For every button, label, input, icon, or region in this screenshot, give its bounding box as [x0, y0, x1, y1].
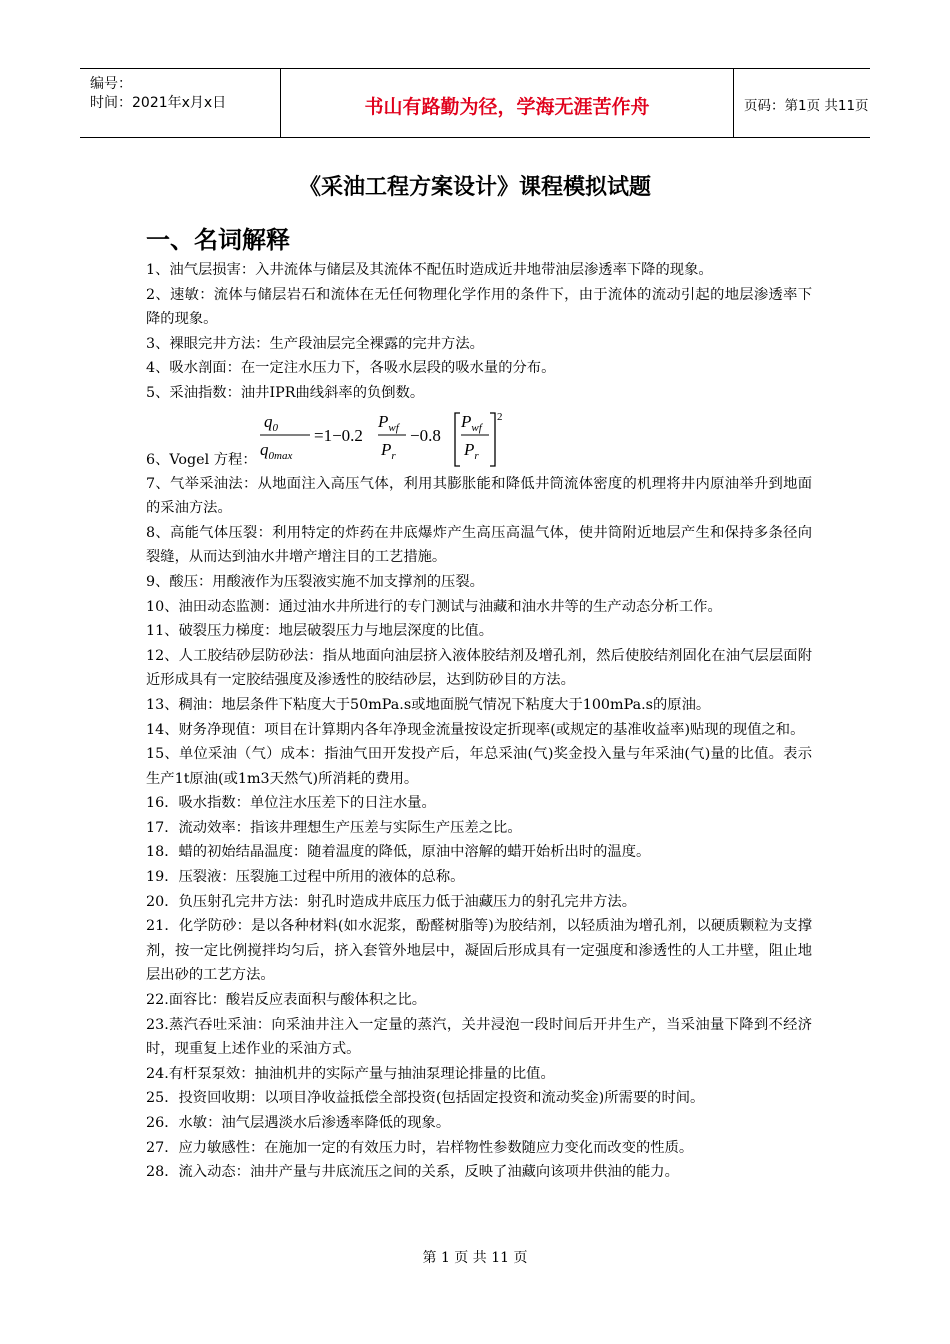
number-label: 编号：: [90, 76, 132, 92]
formula-label: 6、Vogel 方程：: [146, 451, 257, 468]
header-table: [80, 68, 870, 138]
definition-item: 23.蒸汽吞吐采油：向采油井注入一定量的蒸汽，关井浸泡一段时间后开井生产，当采油量下降到不经济时，现重复上述作业的采油方式。: [146, 1016, 812, 1058]
page-footer: 第 1 页 共 11 页: [422, 1250, 528, 1266]
definition-item: 16．吸水指数：单位注水压差下的日注水量。: [146, 795, 436, 812]
vogel-equation-svg: [258, 408, 518, 472]
q-denominator: $q_{0max}$: [260, 439, 293, 462]
page-info: 页码：第1页 共11页: [744, 98, 869, 114]
definition-list-part1: [146, 258, 812, 406]
definition-item: 7、气举采油法：从地面注入高压气体，利用其膨胀能和降低井筒流体密度的机理将井内原油举升到地面的采油方法。: [146, 475, 812, 517]
definition-item: 25．投资回收期：以项目净收益抵偿全部投资(包括固定投资和流动奖金)所需要的时间。: [146, 1090, 705, 1107]
definition-item: 21．化学防砂：是以各种材料(如水泥浆，酚醛树脂等)为胶结剂，以轻质油为增孔剂，以硬质颗粒为支撑剂，按一定比例搅拌均匀后，挤入套管外地层中，凝固后形成具有一定强度和渗透性的人工井壁，阻止地层出砂的工艺方法。: [146, 918, 812, 984]
pwf-numerator: $P_{wf}$: [378, 411, 399, 434]
time-label: 时间：2021年x月x日: [90, 95, 227, 111]
definition-item: 18．蜡的初始结晶温度：随着温度的降低，原油中溶解的蜡开始析出时的温度。: [146, 844, 651, 861]
definition-item: 28．流入动态：油井产量与井底流压之间的关系，反映了油藏向该项井供油的能力。: [146, 1164, 679, 1181]
definition-item: 22.面容比：酸岩反应表面积与酸体积之比。: [146, 992, 427, 1009]
right-bracket: [490, 413, 495, 466]
definition-item: 24.有杆泵泵效：抽油机井的实际产量与抽油泵理论排量的比值。: [146, 1065, 555, 1082]
definition-list-part2: [146, 472, 812, 1185]
definition-item: 1、油气层损害：入井流体与储层及其流体不配伍时造成近井地带油层渗透率下降的现象。: [146, 262, 713, 278]
definition-item: 15、单位采油（气）成本：指油气田开发投产后，年总采油(气)奖金投入量与年采油(气)量的比值。表示生产1t原油(或1m3天然气)所消耗的费用。: [146, 746, 812, 787]
definition-item: 2、速敏：流体与储层岩石和流体在无任何物理化学作用的条件下，由于流体的流动引起的地层渗透率下降的现象。: [146, 286, 812, 328]
pwf-numerator-2: $P_{wf}$: [461, 411, 482, 434]
section-heading: 一、名词解释: [146, 226, 290, 254]
document-body: [146, 258, 812, 1185]
definition-item: 5、采油指数：油井IPR曲线斜率的负倒数。: [146, 384, 425, 401]
definition-item: 14、财务净现值：项目在计算期内各年净现金流量按设定折现率(或规定的基准收益率)贴现的现值之和。: [146, 721, 805, 738]
definition-item: 4、吸水剖面：在一定注水压力下，各吸水层段的吸水量的分布。: [146, 360, 556, 377]
definition-item: 8、高能气体压裂：利用特定的炸药在井底爆炸产生高压高温气体，使井筒附近地层产生和保持多条径向裂缝，从而达到油水井增产增注目的工艺措施。: [146, 524, 812, 566]
definition-item: 11、破裂压力梯度：地层破裂压力与地层深度的比值。: [146, 623, 494, 640]
definition-item: 3、裸眼完井方法：生产段油层完全裸露的完井方法。: [146, 335, 484, 352]
definition-item: 17．流动效率：指该井理想生产压差与实际生产压差之比。: [146, 819, 522, 836]
left-bracket: [455, 413, 460, 466]
q-numerator: $q_0$: [264, 411, 278, 434]
vogel-formula: [146, 408, 812, 472]
pr-denominator: $P_r$: [381, 439, 396, 462]
equals-term: =1−0.2: [314, 425, 363, 445]
header-right-cell: [734, 69, 870, 137]
definition-item: 19．压裂液：压裂施工过程中所用的液体的总称。: [146, 869, 465, 886]
motto: 书山有路勤为径，学海无涯苦作舟: [364, 96, 650, 118]
definition-item: 9、酸压：用酸液作为压裂液实施不加支撑剂的压裂。: [146, 573, 484, 590]
minus-term: −0.8: [410, 425, 441, 445]
definition-item: 20．负压射孔完井方法：射孔时造成井底压力低于油藏压力的射孔完井方法。: [146, 893, 636, 910]
definition-item: 26．水敏：油气层遇淡水后渗透率降低的现象。: [146, 1115, 451, 1131]
header-left-cell: [80, 69, 280, 137]
definition-item: 12、人工胶结砂层防砂法：指从地面向油层挤入液体胶结剂及增孔剂，然后使胶结剂固化在油气层层面附近形成具有一定胶结强度及渗透性的胶结砂层，达到防砂目的方法。: [146, 647, 812, 689]
header-center-cell: [280, 69, 734, 137]
page-title: 《采油工程方案设计》课程模拟试题: [298, 175, 651, 200]
pr-denominator-2: $P_r$: [464, 439, 479, 462]
exponent: 2: [497, 410, 503, 423]
definition-item: 27．应力敏感性：在施加一定的有效压力时，岩样物性参数随应力变化而改变的性质。: [146, 1139, 694, 1156]
definition-item: 13、稠油：地层条件下粘度大于50mPa.s或地面脱气情况下粘度大于100mPa.s的原油。: [146, 696, 711, 713]
definition-item: 10、油田动态监测：通过油水井所进行的专门测试与油藏和油水井等的生产动态分析工作。: [146, 598, 722, 615]
